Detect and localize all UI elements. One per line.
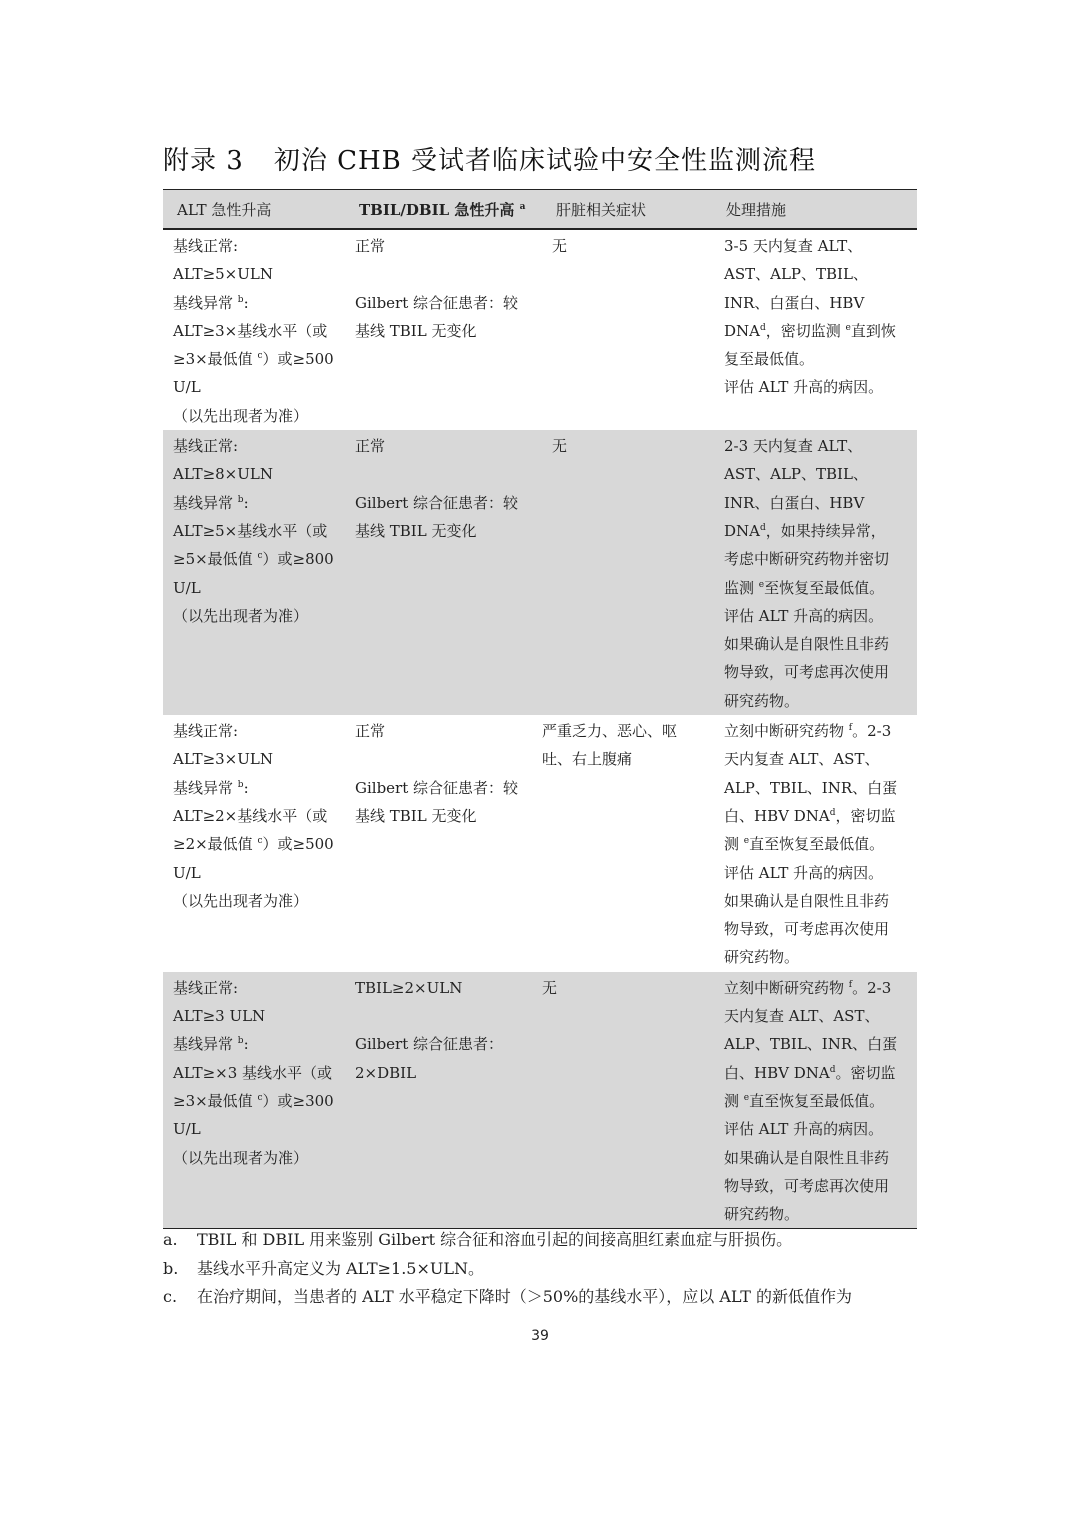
cell-alt: 基线正常: ALT≥8×ULN 基线异常 $^b$: ALT≥5×基线水平（或 ≥5×最低值 $^c$）或≥800 U/L （以先出现者为准） [173, 437, 334, 625]
cell-tbil: TBIL≥2×ULN Gilbert 综合征患者： 2×DBIL [353, 972, 542, 1229]
footnote-c: c. 在治疗期间，当患者的 ALT 水平稳定下降时（＞50%的基线水平），应以 ALT 的新低值作为 [163, 1287, 853, 1306]
header-tbil-dbil: TBIL/DBIL 急性升高 $^a$ [353, 190, 542, 230]
table-row [163, 715, 917, 972]
header-alt-elevation: ALT 急性升高 [163, 190, 353, 230]
table-header-row [163, 190, 917, 230]
appendix-title-text: 初治 CHB 受试者临床试验中安全性监测流程 [273, 146, 817, 176]
cell-tbil: 正常 Gilbert 综合征患者：较 基线 TBIL 无变化 [355, 237, 519, 340]
header-management: 处理措施 [714, 190, 917, 230]
cell-action: 立刻中断研究药物 $^f$。2-3 天内复查 ALT、AST、 ALP、TBIL、INR、白蛋 白、HBV DNA$^d$，密切监 测 $^e$直至恢复至最低值。 评估 ALT 升高的病因。 如果确认是自限性且非药 物导致，可考虑再次使用 研究药物。 [724, 722, 898, 967]
table-row [163, 229, 917, 430]
page-number: 39 [531, 1328, 549, 1344]
cell-alt: 基线正常: ALT≥3 ULN 基线异常 $^b$: ALT≥×3 基线水平（或 ≥3×最低值 $^c$）或≥300 U/L （以先出现者为准） [163, 972, 353, 1229]
cell-tbil: 正常 Gilbert 综合征患者：较 基线 TBIL 无变化 [355, 722, 519, 825]
appendix-title [163, 140, 816, 177]
table-row [163, 972, 917, 1229]
cell-alt: 基线正常: ALT≥3×ULN 基线异常 $^b$: ALT≥2×基线水平（或 ≥2×最低值 $^c$）或≥500 U/L （以先出现者为准） [173, 722, 334, 910]
cell-action: 3-5 天内复查 ALT、 AST、ALP、TBIL、 INR、白蛋白、HBV DNA$^d$，密切监测 $^e$直到恢 复至最低值。 评估 ALT 升高的病因。 [724, 237, 896, 397]
cell-symptoms: 严重乏力、恶心、呕 吐、右上腹痛 [542, 722, 678, 769]
footnote-ref-a: a [519, 201, 526, 212]
cell-alt: 基线正常: ALT≥5×ULN 基线异常 $^b$: ALT≥3×基线水平（或 ≥3×最低值 $^c$）或≥500 U/L （以先出现者为准） [173, 237, 334, 425]
appendix-number: 附录 3 [163, 146, 244, 176]
cell-tbil: 正常 Gilbert 综合征患者：较 基线 TBIL 无变化 [355, 437, 519, 540]
footnotes [163, 1226, 923, 1312]
cell-symptoms: 无 [552, 237, 568, 255]
cell-symptoms: 无 [552, 437, 568, 456]
header-liver-symptoms: 肝脏相关症状 [542, 190, 714, 230]
footnote-a: a. TBIL 和 DBIL 用来鉴别 Gilbert 综合征和溶血引起的间接高胆红素血症与肝损伤。 [163, 1230, 793, 1249]
safety-monitoring-table [163, 189, 917, 1229]
table-row [163, 430, 917, 715]
cell-action: 立刻中断研究药物 $^f$。2-3 天内复查 ALT、AST、 ALP、TBIL、INR、白蛋 白、HBV DNA$^d$。密切监 测 $^e$直至恢复至最低值。 评估 ALT 升高的病因。 如果确认是自限性且非药 物导致，可考虑再次使用 研究药物。 [714, 972, 917, 1229]
cell-action: 2-3 天内复查 ALT、 AST、ALP、TBIL、 INR、白蛋白、HBV DNA$^d$，如果持续异常， 考虑中断研究药物并密切 监测 $^e$至恢复至最低值。 评估 ALT 升高的病因。 如果确认是自限性且非药 物导致，可考虑再次使用 研究药物。 [724, 437, 890, 710]
cell-symptoms: 无 [542, 972, 714, 1229]
footnote-b: b. 基线水平升高定义为 ALT≥1.5×ULN。 [163, 1258, 485, 1278]
